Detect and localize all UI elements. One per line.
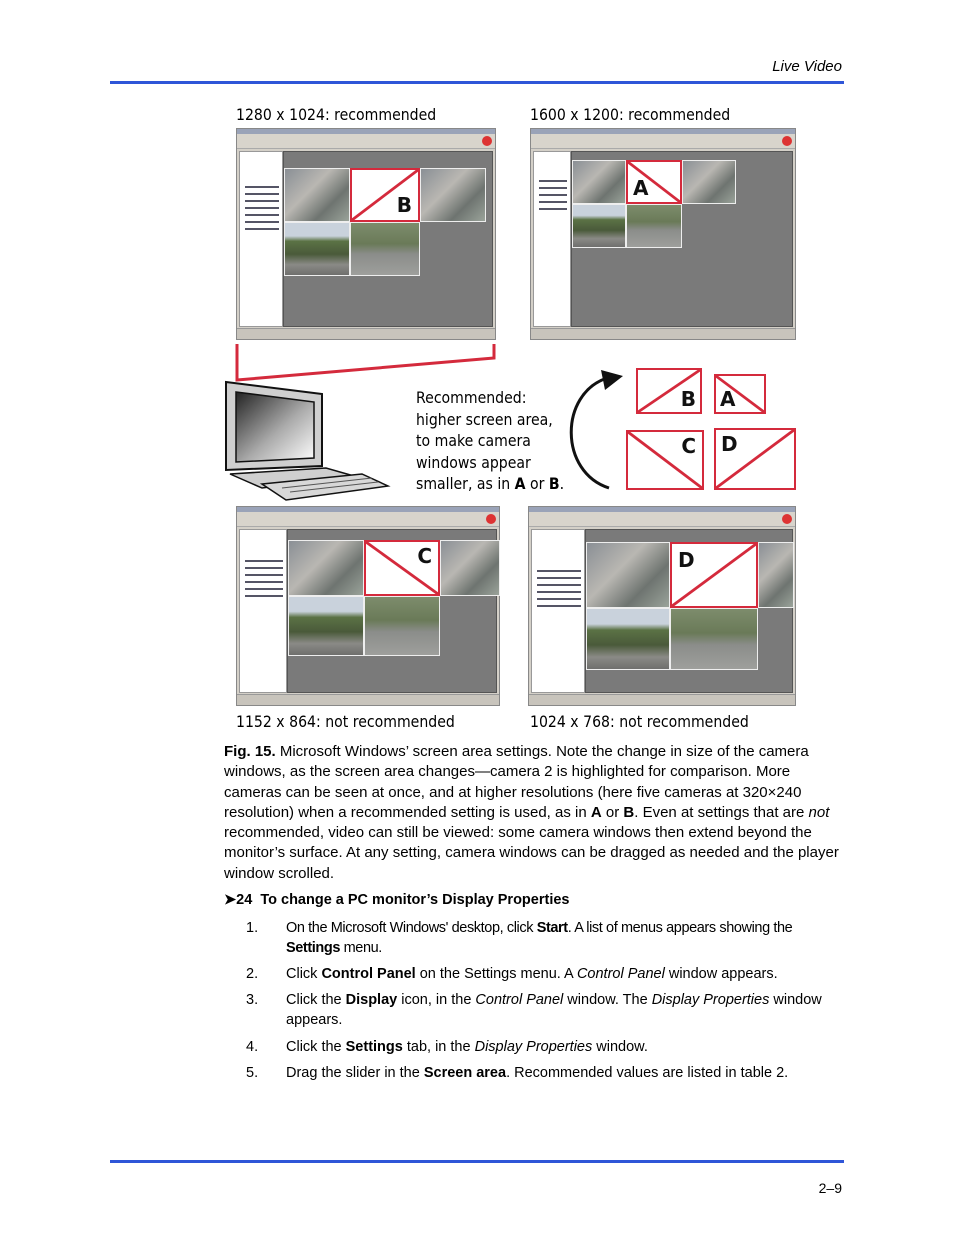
legend-box-b: B xyxy=(636,368,702,414)
figure-caption: Fig. 15. Microsoft Windows’ screen area settings. Note the change in size of the camera windows, as the screen area changes—camera 2 is highlighted for comparison. More cameras can be seen at once, and at higher resolutions (here five cameras at 320×240 resolution) when a recommended setting is used, as in A or B. Even at settings that are not recommended, video can still be viewed: some camera windows then extend beyond the monitor’s surface. At any setting, camera windows can be dragged as needed and the player window scrolled. xyxy=(224,743,839,882)
label-1024x768: 1024 x 768: not recommended xyxy=(530,712,749,731)
close-icon xyxy=(782,136,792,146)
legend-box-c: C xyxy=(626,430,704,490)
label-1152x864: 1152 x 864: not recommended xyxy=(236,712,455,731)
annotation-text: Recommended: higher screen area, to make camera windows appear smaller, as in A or B. xyxy=(416,388,565,493)
header-rule xyxy=(110,81,844,84)
monitor-icon xyxy=(222,378,392,504)
video-area xyxy=(585,529,793,693)
camera-tree xyxy=(533,151,571,327)
label-1600x1200: 1600 x 1200: recommended xyxy=(530,105,731,124)
screenshot-1152x864 xyxy=(236,506,500,706)
video-area xyxy=(571,151,793,327)
screenshot-1024x768 xyxy=(528,506,796,706)
close-icon xyxy=(482,136,492,146)
camera-tree xyxy=(239,529,287,693)
close-icon xyxy=(486,514,496,524)
running-header: Live Video xyxy=(772,58,842,75)
camera-tree xyxy=(239,151,283,327)
legend-box-a: A xyxy=(714,374,766,414)
page-number: 2–9 xyxy=(818,1180,842,1196)
highlight-box-c: C xyxy=(364,540,440,596)
highlight-box-b: B xyxy=(350,168,420,222)
curved-arrow-icon xyxy=(557,368,637,494)
figure-15 xyxy=(222,100,802,740)
video-area xyxy=(287,529,497,693)
label-1280x1024: 1280 x 1024: recommended xyxy=(236,105,437,124)
procedure-title: ➤24 To change a PC monitor’s Display Properties xyxy=(224,892,570,908)
highlight-box-a: A xyxy=(626,160,682,204)
video-area xyxy=(283,151,493,327)
screenshot-1280x1024 xyxy=(236,128,496,340)
footer-rule xyxy=(110,1160,844,1163)
screenshot-1600x1200 xyxy=(530,128,796,340)
highlight-box-d: D xyxy=(670,542,758,608)
legend-box-d: D xyxy=(714,428,796,490)
procedure-marker: ➤24 xyxy=(224,892,253,908)
close-icon xyxy=(782,514,792,524)
camera-tree xyxy=(531,529,585,693)
